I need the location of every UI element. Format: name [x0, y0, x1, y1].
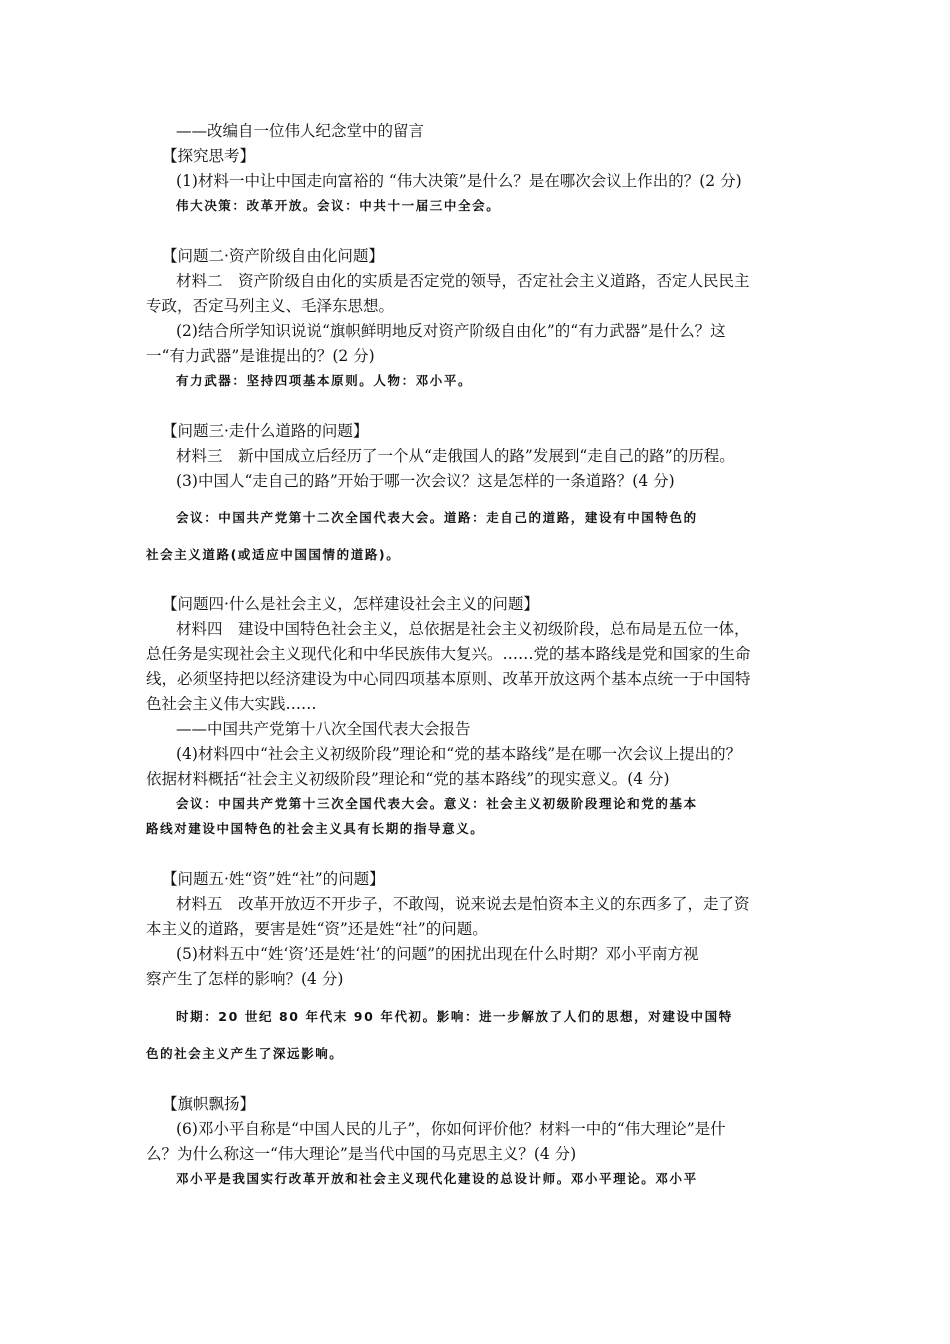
- material-4-line: 线，必须坚持把以经济建设为中心同四项基本原则、改革开放这两个基本点统一于中国特: [146, 670, 751, 688]
- question-2-line: (2)结合所学知识说说“旗帜鲜明地反对资产阶级自由化”的“有力武器”是什么？这: [176, 322, 726, 340]
- answer-3-line: 社会主义道路(或适应中国国情的道路)。: [146, 547, 401, 562]
- heading-section-2: 【问题二·资产阶级自由化问题】: [162, 247, 384, 265]
- source-4: ——中国共产党第十八次全国代表大会报告: [176, 720, 471, 738]
- answer-5-line: 色的社会主义产生了深远影响。: [146, 1046, 344, 1061]
- material-5-line: 材料五 改革开放迈不开步子，不敢闯，说来说去是怕资本主义的东西多了，走了资: [176, 895, 750, 913]
- answer-4-line: 路线对建设中国特色的社会主义具有长期的指导意义。: [146, 821, 485, 836]
- question-5-line: (5)材料五中“姓‘资’还是姓‘社’的问题”的困扰出现在什么时期？邓小平南方视: [176, 945, 699, 963]
- question-5-line: 察产生了怎样的影响？(4 分): [146, 970, 344, 988]
- question-6-line: 么？为什么称这一“伟大理论”是当代中国的马克思主义？(4 分): [146, 1145, 577, 1163]
- question-4-line: 依据材料概括“社会主义初级阶段”理论和“党的基本路线”的现实意义。(4 分): [146, 770, 670, 788]
- material-4-line: 材料四 建设中国特色社会主义，总依据是社会主义初级阶段，总布局是五位一体，: [176, 620, 750, 638]
- material-4-line: 总任务是实现社会主义现代化和中华民族伟大复兴。……党的基本路线是党和国家的生命: [146, 645, 751, 663]
- question-2-line: 一“有力武器”是谁提出的？(2 分): [146, 347, 375, 365]
- heading-section-5: 【问题五·姓“资”姓“社”的问题】: [162, 870, 385, 888]
- question-6-line: (6)邓小平自称是“中国人民的儿子”，你如何评价他？材料一中的“伟大理论”是什: [176, 1120, 726, 1138]
- question-4-line: (4)材料四中“社会主义初级阶段”理论和“党的基本路线”是在哪一次会议上提出的？: [176, 745, 742, 763]
- answer-2: 有力武器：坚持四项基本原则。人物：邓小平。: [176, 373, 473, 388]
- answer-5-line: 时期：20 世纪 80 年代末 90 年代初。影响：进一步解放了人们的思想，对建设中国特: [176, 1009, 733, 1024]
- question-3: (3)中国人“走自己的路”开始于哪一次会议？这是怎样的一条道路？(4 分): [176, 472, 675, 490]
- material-2-line: 专政，否定马列主义、毛泽东思想。: [146, 297, 395, 315]
- question-1: (1)材料一中让中国走向富裕的 “伟大决策”是什么？是在哪次会议上作出的？(2 分): [176, 172, 742, 190]
- answer-1: 伟大决策：改革开放。会议：中共十一届三中全会。: [176, 198, 501, 213]
- heading-section-3: 【问题三·走什么道路的问题】: [162, 422, 369, 440]
- answer-3-line: 会议：中国共产党第十二次全国代表大会。道路：走自己的道路，建设有中国特色的: [176, 510, 698, 525]
- heading-explore: 【探究思考】: [162, 147, 256, 165]
- material-5-line: 本主义的道路，要害是姓“资”还是姓“社”的问题。: [146, 920, 488, 938]
- material-4-line: 色社会主义伟大实践……: [146, 695, 317, 713]
- source-line: ——改编自一位伟人纪念堂中的留言: [176, 122, 425, 140]
- answer-4-line: 会议：中国共产党第十三次全国代表大会。意义：社会主义初级阶段理论和党的基本: [176, 796, 698, 811]
- heading-section-4: 【问题四·什么是社会主义，怎样建设社会主义的问题】: [162, 595, 539, 613]
- answer-6: 邓小平是我国实行改革开放和社会主义现代化建设的总设计师。邓小平理论。邓小平: [176, 1171, 698, 1186]
- material-3: 材料三 新中国成立后经历了一个从“走俄国人的路”发展到“走自己的路”的历程。: [176, 447, 735, 465]
- material-2-line: 材料二 资产阶级自由化的实质是否定党的领导，否定社会主义道路，否定人民民主: [176, 272, 750, 290]
- heading-section-6: 【旗帜飘扬】: [162, 1095, 256, 1113]
